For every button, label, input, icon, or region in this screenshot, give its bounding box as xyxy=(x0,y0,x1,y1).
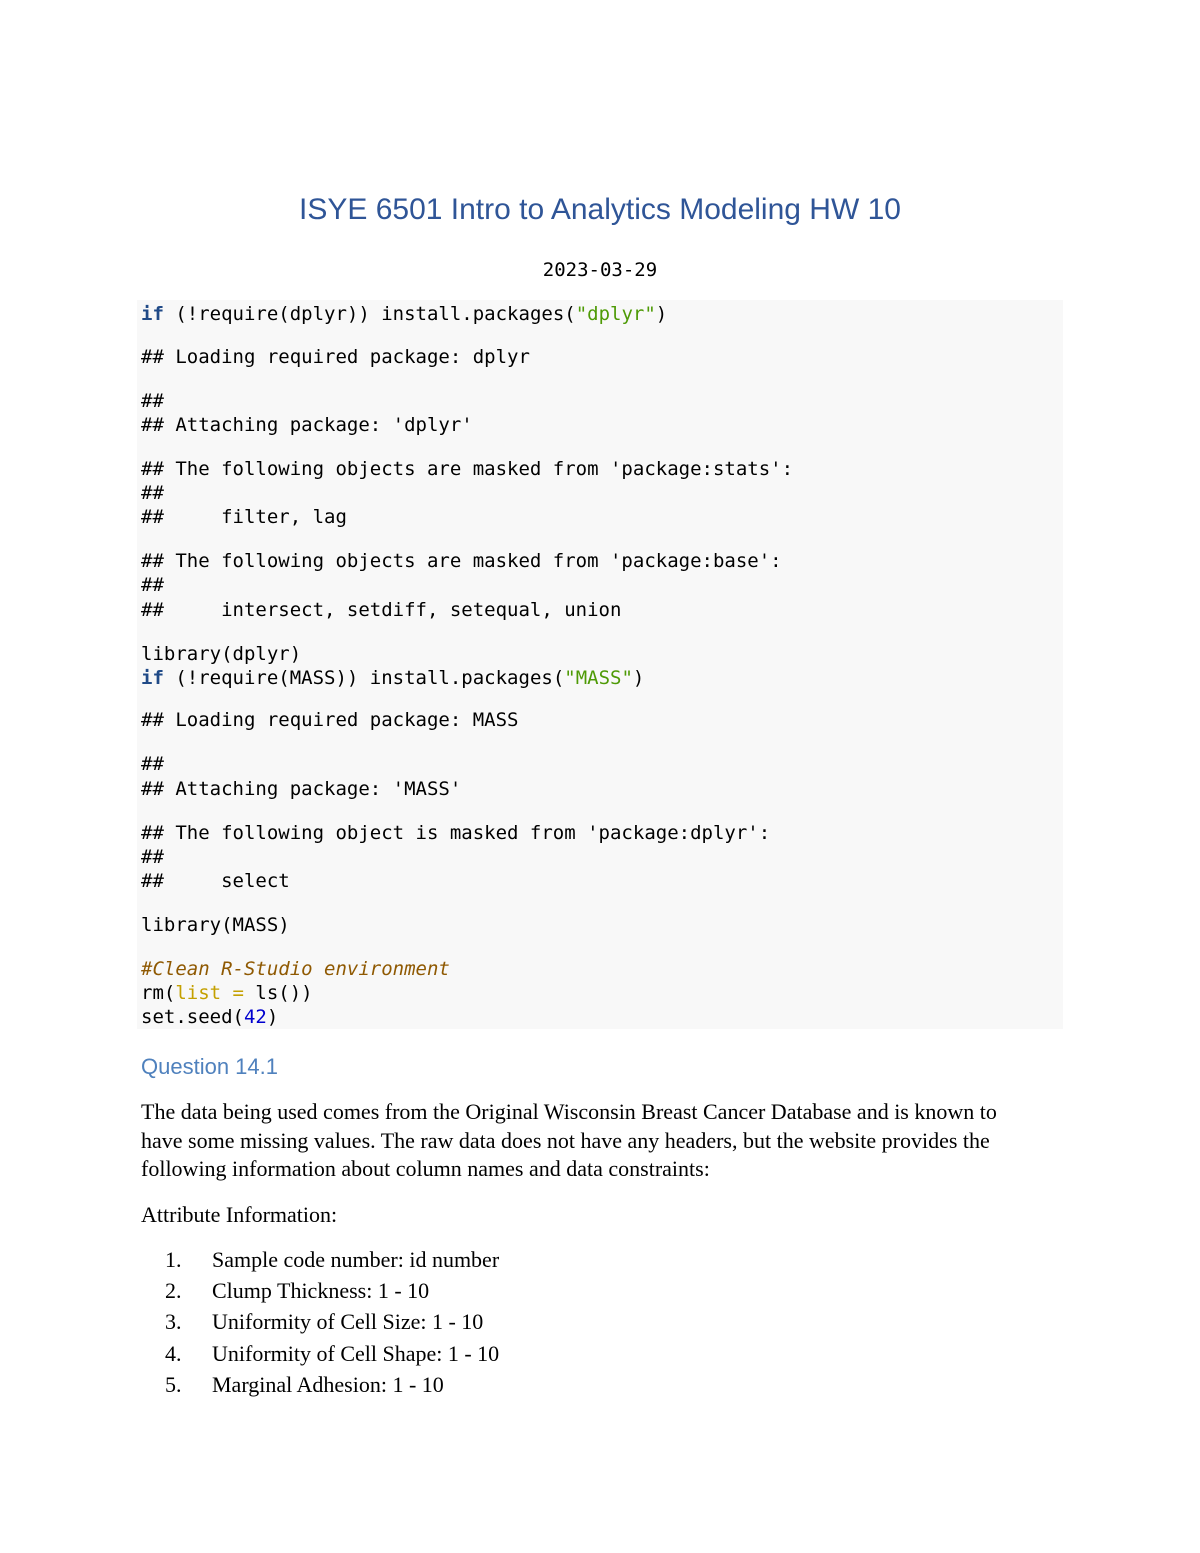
attribute-number: 4. xyxy=(165,1340,182,1366)
code-line-22 xyxy=(141,1005,278,1029)
code-output-line: ## intersect, setdiff, setequal, union xyxy=(141,599,622,621)
code-output-line: ## filter, lag xyxy=(141,506,347,528)
attribute-heading: Attribute Information: xyxy=(141,1202,338,1227)
attribute-text: Marginal Adhesion: 1 - 10 xyxy=(212,1371,444,1397)
code-line-library-mass: library(MASS) xyxy=(141,914,290,936)
code-output-line: ## xyxy=(141,482,164,504)
code-text: set.seed( xyxy=(141,1006,244,1028)
code-text: ) xyxy=(655,303,668,325)
code-keyword: if xyxy=(141,667,164,689)
code-keyword: if xyxy=(141,303,164,325)
attribute-list-item xyxy=(141,1244,941,1275)
code-output-line: ## Attaching package: 'dplyr' xyxy=(141,414,473,436)
code-output-line: ## xyxy=(141,846,164,868)
code-line-12 xyxy=(141,666,644,690)
attribute-list-item xyxy=(141,1275,941,1306)
code-string: "dplyr" xyxy=(575,303,656,325)
code-output-line: ## The following object is masked from 'package:dplyr': xyxy=(141,822,771,844)
code-output-line: ## The following objects are masked from 'package:stats': xyxy=(141,458,794,480)
code-output-line: ## Loading required package: dplyr xyxy=(141,346,530,368)
code-text: (!require(dplyr)) install.packages( xyxy=(163,303,576,325)
code-output-line: ## select xyxy=(141,870,290,892)
attribute-list-item xyxy=(141,1369,941,1400)
document-title: ISYE 6501 Intro to Analytics Modeling HW 10 xyxy=(299,193,901,226)
document-date: 2023-03-29 xyxy=(542,259,658,281)
code-number: 42 xyxy=(243,1006,267,1028)
question-heading: Question 14.1 xyxy=(141,1054,278,1079)
code-block xyxy=(137,300,1063,1029)
attribute-number: 1. xyxy=(165,1247,182,1272)
attribute-number: 2. xyxy=(165,1278,182,1304)
code-text: ls()) xyxy=(243,982,313,1004)
attribute-list xyxy=(141,1244,941,1400)
attribute-text: Sample code number: id number xyxy=(212,1247,500,1272)
attribute-list-item xyxy=(141,1306,941,1337)
code-line-library-dplyr: library(dplyr) xyxy=(141,643,302,665)
attribute-number: 5. xyxy=(165,1371,182,1397)
attribute-text: Uniformity of Cell Size: 1 - 10 xyxy=(212,1309,484,1335)
code-output-line: ## Loading required package: MASS xyxy=(141,709,519,731)
code-text: ) xyxy=(266,1006,279,1028)
code-output-line: ## xyxy=(141,753,164,775)
code-output-line: ## xyxy=(141,574,164,596)
code-output-line: ## xyxy=(141,390,164,412)
attribute-number: 3. xyxy=(165,1309,182,1335)
code-comment: #Clean R-Studio environment xyxy=(141,958,450,980)
attribute-text: Uniformity of Cell Shape: 1 - 10 xyxy=(212,1340,500,1366)
code-line-1 xyxy=(141,302,667,326)
attribute-list-item xyxy=(141,1338,941,1369)
attribute-text: Clump Thickness: 1 - 10 xyxy=(212,1278,430,1304)
code-output-line: ## The following objects are masked from 'package:base': xyxy=(141,550,782,572)
code-output-line: ## Attaching package: 'MASS' xyxy=(141,778,462,800)
code-text: (!require(MASS)) install.packages( xyxy=(163,667,565,689)
code-line-21 xyxy=(141,981,313,1005)
question-paragraph: The data being used comes from the Original Wisconsin Breast Cancer Database and is known to have some missing values. The raw data does not have any headers, but the website provides the following information about column names and data constraints: xyxy=(141,1099,997,1181)
code-argument: list = xyxy=(175,982,244,1004)
code-text: ) xyxy=(632,667,645,689)
code-string: "MASS" xyxy=(564,667,633,689)
code-text: rm( xyxy=(141,982,176,1004)
